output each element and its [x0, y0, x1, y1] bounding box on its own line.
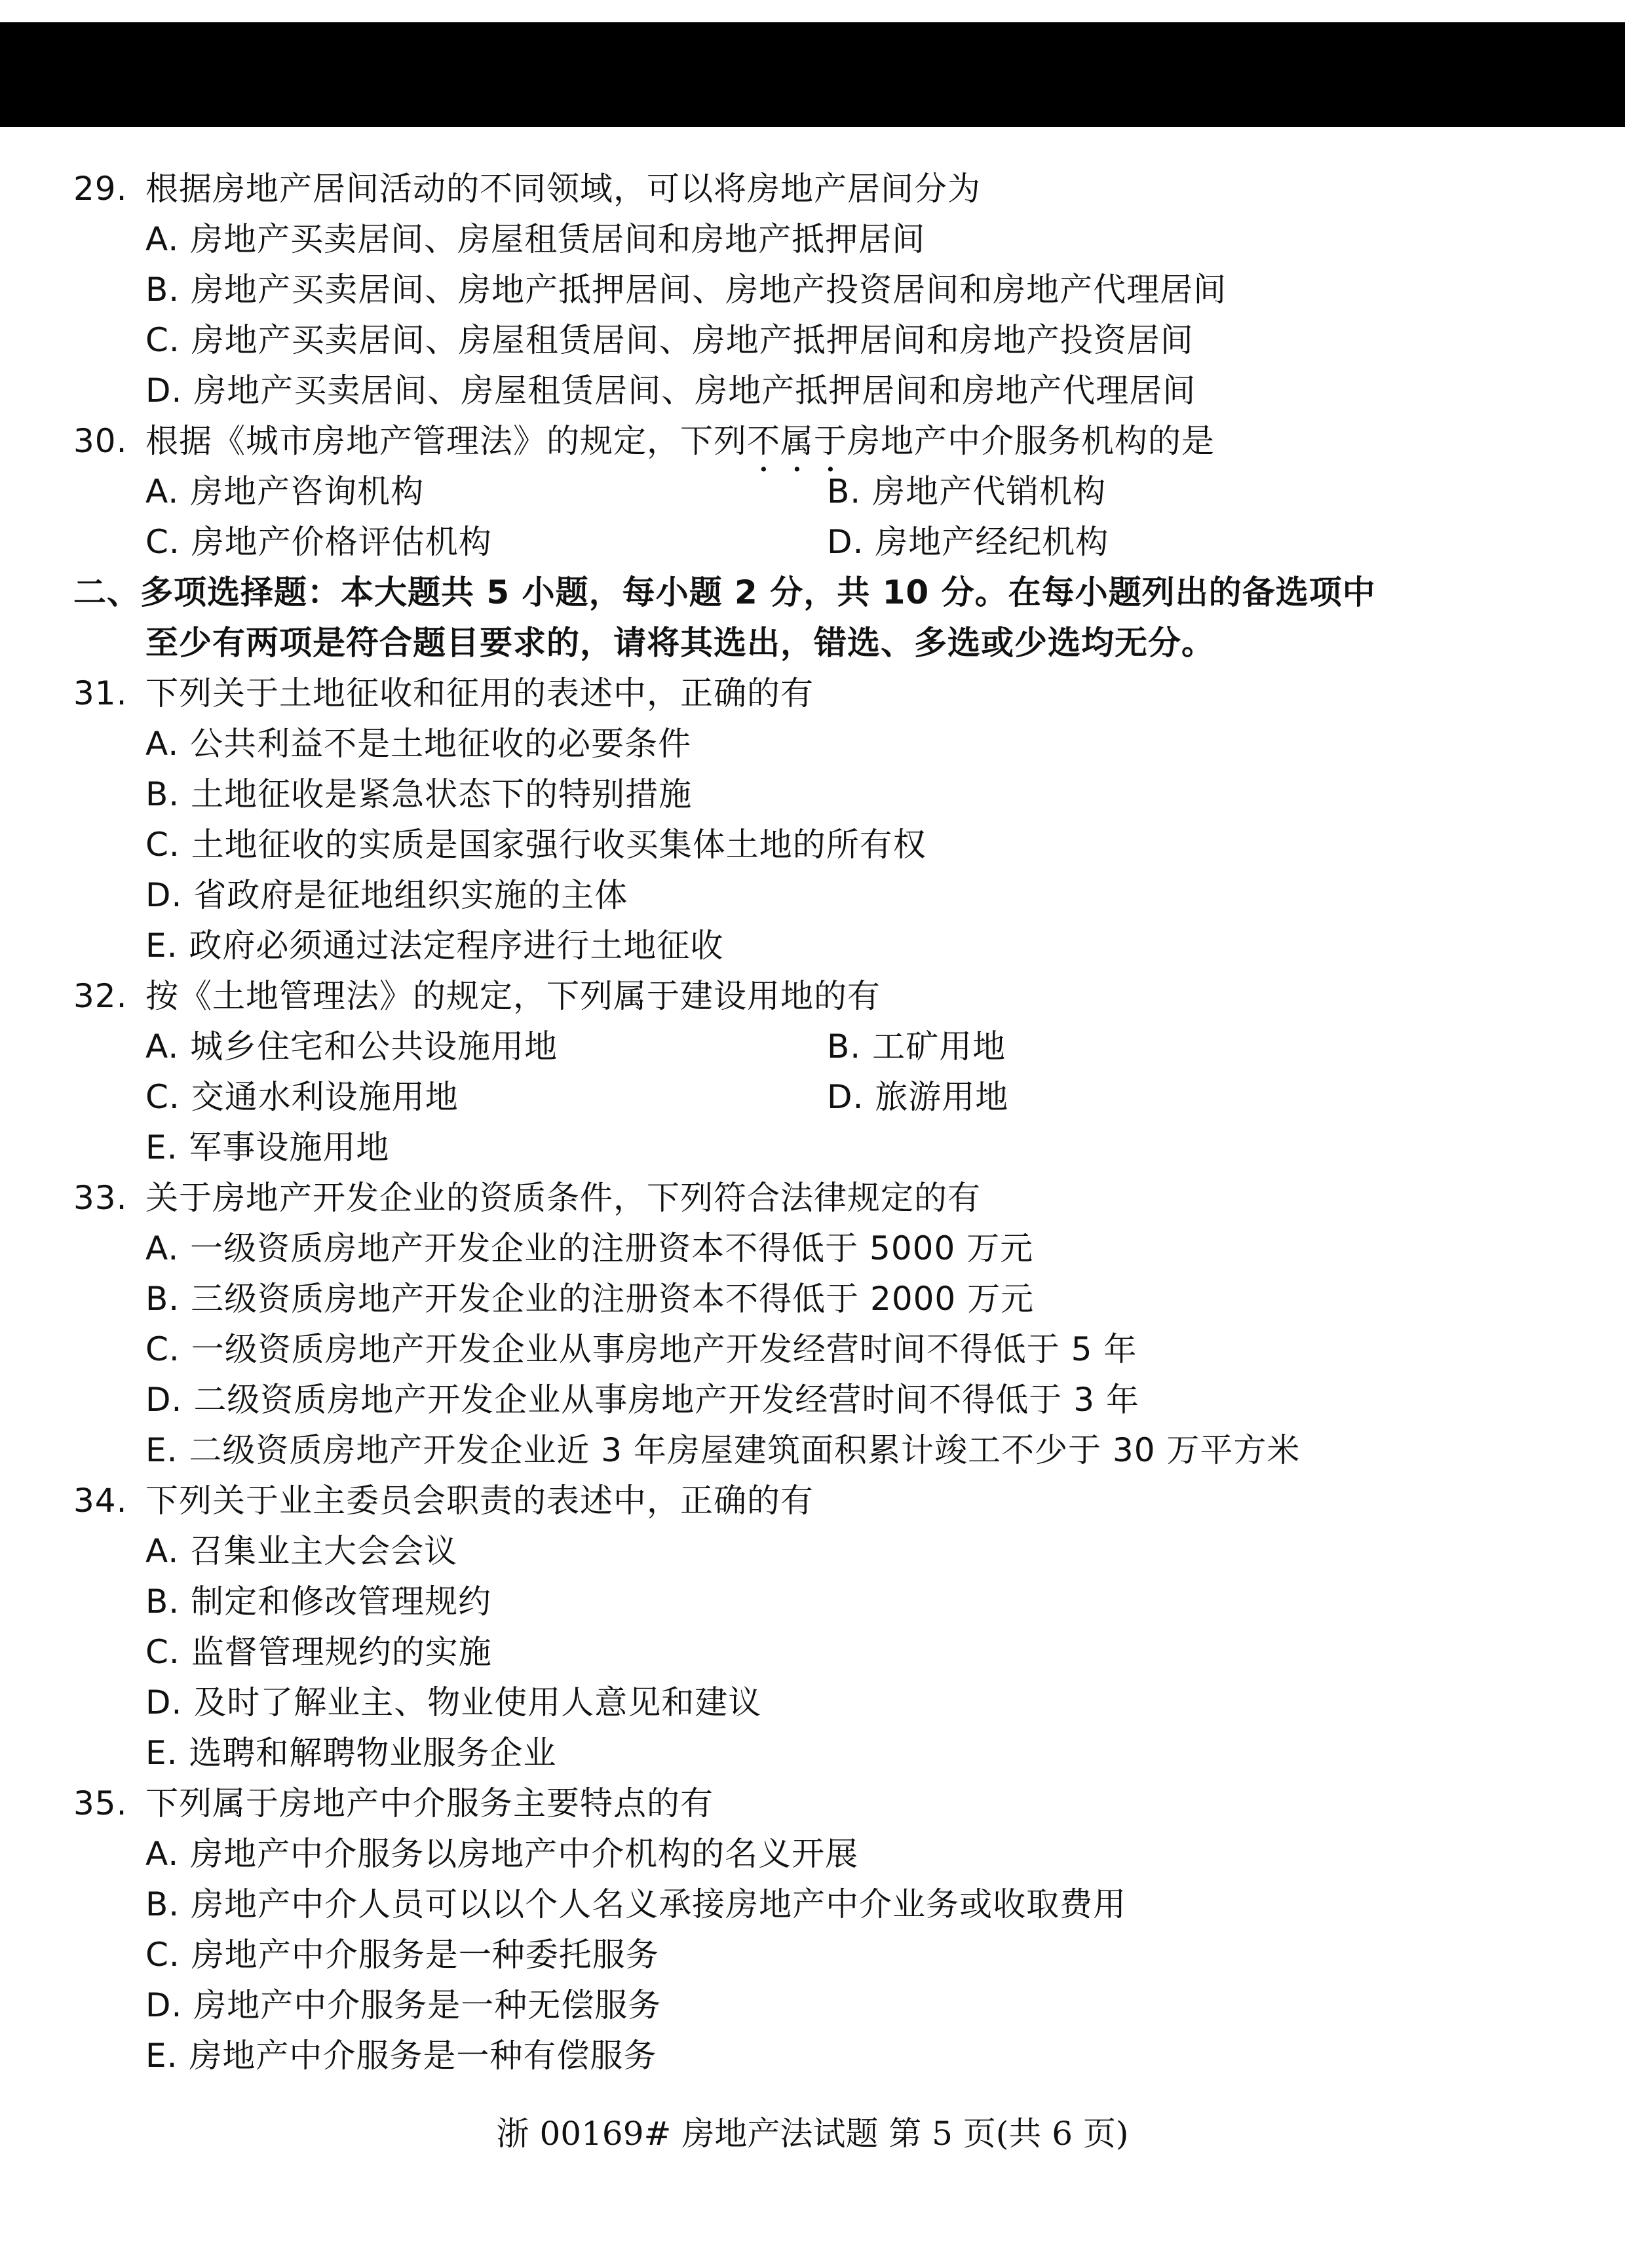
- option-text: 一级资质房地产开发企业从事房地产开发经营时间不得低于 5 年: [191, 1330, 1138, 1368]
- option-text: 房地产中介服务是一种无偿服务: [193, 1986, 662, 2024]
- question-35-option-b: [145, 1885, 1126, 1924]
- option-label: D.: [145, 876, 183, 914]
- question-34-option-e: [145, 1733, 556, 1773]
- option-text: 公共利益不是土地征收的必要条件: [190, 725, 692, 763]
- option-label: A.: [145, 1835, 180, 1873]
- option-text: 二级资质房地产开发企业从事房地产开发经营时间不得低于 3 年: [193, 1381, 1139, 1419]
- option-text: 选聘和解聘物业服务企业: [189, 1734, 557, 1772]
- question-33-option-d: [145, 1380, 1139, 1419]
- option-label: B.: [145, 271, 180, 309]
- option-label: A.: [145, 1532, 180, 1570]
- option-text: 一级资质房地产开发企业的注册资本不得低于 5000 万元: [190, 1229, 1034, 1267]
- option-text: 房地产代销机构: [872, 472, 1107, 510]
- option-label: C.: [145, 1633, 180, 1671]
- question-text: 房地产中介服务机构的是: [847, 422, 1215, 460]
- question-35-stem: [73, 1784, 714, 1823]
- option-label: A.: [145, 1028, 180, 1066]
- question-text: 关于房地产开发企业的资质条件，下列符合法律规定的有: [145, 1179, 981, 1217]
- option-label: B.: [145, 1583, 180, 1621]
- option-label: E.: [145, 1734, 178, 1772]
- question-29-option-b: [145, 270, 1227, 309]
- question-31-option-b: [145, 775, 692, 814]
- option-label: A.: [145, 472, 180, 510]
- option-label: D.: [145, 1986, 183, 2024]
- question-32-option-a: [145, 1027, 558, 1066]
- question-34-stem: [73, 1481, 814, 1520]
- question-30-option-c: [145, 522, 492, 562]
- question-31-option-e: [145, 926, 723, 965]
- option-text: 房地产中介服务以房地产中介机构的名义开展: [190, 1835, 859, 1873]
- option-label: D.: [827, 1078, 864, 1116]
- question-29-option-d: [145, 371, 1196, 410]
- question-29-option-a: [145, 220, 925, 259]
- option-text: 房地产经纪机构: [875, 523, 1109, 561]
- question-33-option-c: [145, 1330, 1137, 1369]
- option-label: C.: [145, 1078, 180, 1116]
- section-2-instructions: 至少有两项是符合题目要求的，请将其选出，错选、多选或少选均无分。: [145, 624, 1215, 662]
- option-label: E.: [145, 2037, 178, 2075]
- option-text: 房地产中介人员可以以个人名义承接房地产中介业务或收取费用: [191, 1885, 1127, 1923]
- question-32-option-d: [827, 1077, 1008, 1117]
- page-footer: 浙 00169# 房地产法试题 第 5 页(共 6 页): [496, 2115, 1129, 2153]
- question-31-option-c: [145, 825, 927, 864]
- option-text: 旅游用地: [875, 1078, 1009, 1116]
- question-number: 34.: [73, 1482, 128, 1520]
- option-text: 监督管理规约的实施: [191, 1633, 492, 1671]
- question-30-option-d: [827, 522, 1109, 562]
- option-text: 制定和修改管理规约: [191, 1583, 492, 1621]
- option-text: 城乡住宅和公共设施用地: [190, 1028, 558, 1066]
- question-33-stem: [73, 1178, 981, 1218]
- question-32-option-b: [827, 1027, 1006, 1066]
- question-text: 根据房地产居间活动的不同领域，可以将房地产居间分为: [145, 170, 981, 208]
- question-number: 29.: [73, 170, 128, 208]
- section-2-heading: 二、多项选择题：本大题共 5 小题，每小题 2 分，共 10 分。在每小题列出的备选项中: [73, 573, 1376, 611]
- option-label: B.: [827, 472, 862, 510]
- question-33-option-b: [145, 1279, 1034, 1318]
- question-31-option-a: [145, 724, 691, 763]
- question-29-stem: [73, 169, 981, 208]
- question-30-stem: [73, 421, 1215, 479]
- question-32-stem: [73, 976, 881, 1016]
- option-label: B.: [145, 1885, 180, 1923]
- option-text: 工矿用地: [872, 1028, 1006, 1066]
- option-label: C.: [145, 523, 180, 561]
- option-label: C.: [145, 826, 180, 864]
- option-text: 房地产买卖居间、房屋租赁居间、房地产抵押居间和房地产投资居间: [191, 321, 1194, 359]
- option-text: 三级资质房地产开发企业的注册资本不得低于 2000 万元: [191, 1280, 1035, 1318]
- option-text: 房地产买卖居间、房屋租赁居间和房地产抵押居间: [190, 220, 926, 258]
- question-number: 32.: [73, 977, 128, 1015]
- option-label: A.: [145, 220, 180, 258]
- question-text: 下列关于土地征收和征用的表述中，正确的有: [145, 674, 814, 712]
- question-30-option-b: [827, 472, 1106, 511]
- option-label: D.: [145, 372, 183, 410]
- question-text: 下列关于业主委员会职责的表述中，正确的有: [145, 1482, 814, 1520]
- question-35-option-c: [145, 1935, 659, 1974]
- question-33-option-e: [145, 1431, 1300, 1470]
- option-label: E.: [145, 1128, 178, 1166]
- option-label: A.: [145, 725, 180, 763]
- option-label: C.: [145, 1936, 180, 1974]
- question-34-option-d: [145, 1683, 761, 1722]
- option-text: 二级资质房地产开发企业近 3 年房屋建筑面积累计竣工不少于 30 万平方米: [189, 1431, 1301, 1469]
- question-32-option-e: [145, 1128, 389, 1167]
- option-text: 交通水利设施用地: [191, 1078, 459, 1116]
- option-label: E.: [145, 1431, 178, 1469]
- option-text: 省政府是征地组织实施的主体: [193, 876, 628, 914]
- option-label: B.: [145, 775, 180, 813]
- question-35-option-d: [145, 1986, 661, 2025]
- option-label: C.: [145, 321, 180, 359]
- option-text: 房地产咨询机构: [190, 472, 425, 510]
- question-text: 下列属于房地产中介服务主要特点的有: [145, 1784, 714, 1822]
- option-label: D.: [827, 523, 864, 561]
- option-label: A.: [145, 1229, 180, 1267]
- question-text: 根据《城市房地产管理法》的规定，下列: [145, 422, 747, 460]
- question-35-option-e: [145, 2036, 657, 2075]
- question-number: 35.: [73, 1784, 128, 1822]
- option-text: 房地产中介服务是一种有偿服务: [189, 2037, 657, 2075]
- option-text: 房地产中介服务是一种委托服务: [191, 1936, 659, 1974]
- question-34-option-b: [145, 1582, 491, 1621]
- option-label: C.: [145, 1330, 180, 1368]
- question-34-option-c: [145, 1632, 492, 1672]
- question-35-option-a: [145, 1834, 858, 1874]
- option-label: D.: [145, 1381, 183, 1419]
- question-30-option-a: [145, 472, 424, 511]
- question-33-option-a: [145, 1229, 1033, 1268]
- option-text: 召集业主大会会议: [190, 1532, 458, 1570]
- option-label: B.: [145, 1280, 180, 1318]
- option-text: 土地征收的实质是国家强行收买集体土地的所有权: [191, 826, 927, 864]
- question-text: 按《土地管理法》的规定，下列属于建设用地的有: [145, 977, 881, 1015]
- emphasized-text: 不属于: [747, 422, 847, 460]
- option-label: D.: [145, 1683, 183, 1721]
- question-34-option-a: [145, 1531, 457, 1571]
- option-text: 房地产价格评估机构: [191, 523, 492, 561]
- option-text: 军事设施用地: [189, 1128, 390, 1166]
- question-29-option-c: [145, 320, 1194, 360]
- option-text: 及时了解业主、物业使用人意见和建议: [193, 1683, 762, 1721]
- option-text: 政府必须通过法定程序进行土地征收: [189, 927, 724, 965]
- option-label: E.: [145, 927, 178, 965]
- question-number: 31.: [73, 674, 128, 712]
- question-31-stem: [73, 674, 814, 713]
- option-text: 房地产买卖居间、房屋租赁居间、房地产抵押居间和房地产代理居间: [193, 372, 1196, 410]
- option-label: B.: [827, 1028, 862, 1066]
- question-number: 30.: [73, 422, 128, 460]
- question-number: 33.: [73, 1179, 128, 1217]
- question-32-option-c: [145, 1077, 459, 1117]
- scan-header-black-bar: [0, 22, 1625, 127]
- option-text: 土地征收是紧急状态下的特别措施: [191, 775, 693, 813]
- question-31-option-d: [145, 875, 628, 915]
- option-text: 房地产买卖居间、房地产抵押居间、房地产投资居间和房地产代理居间: [191, 271, 1227, 309]
